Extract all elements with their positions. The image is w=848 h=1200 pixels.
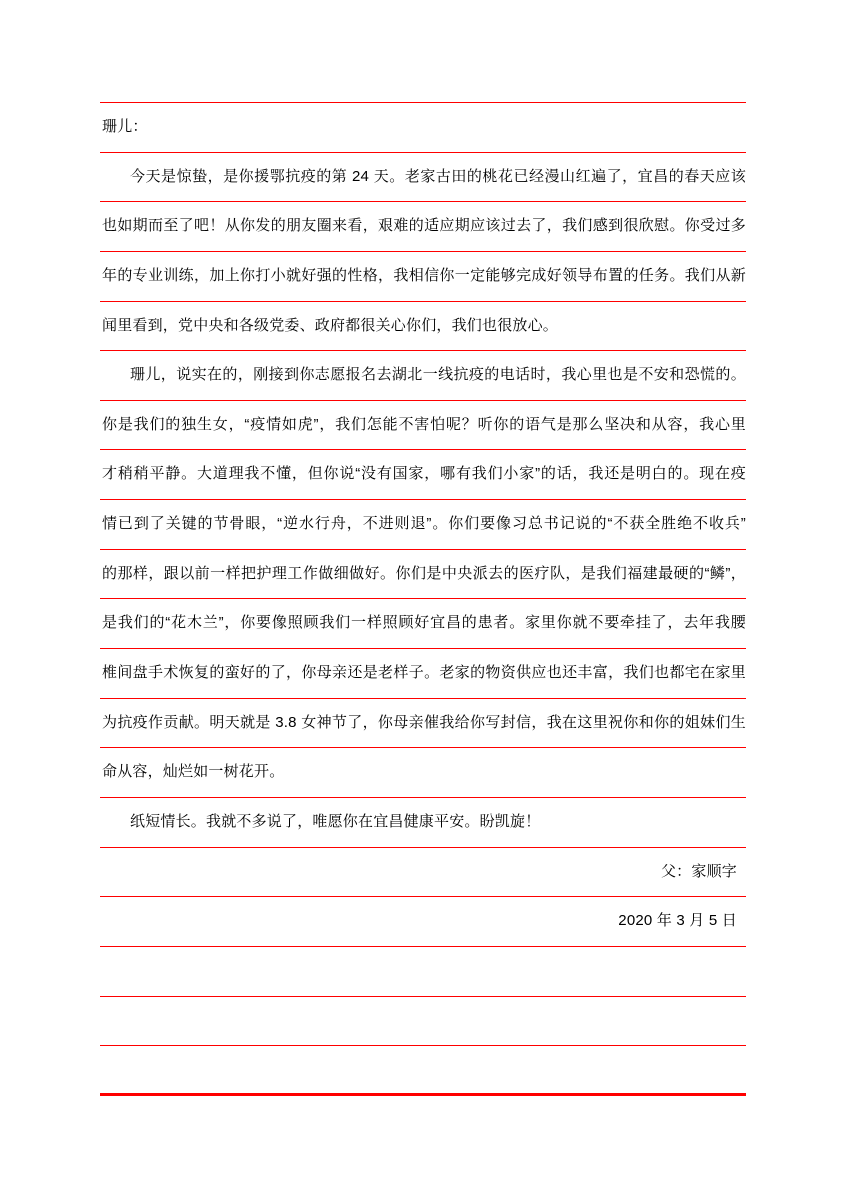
letter-row-empty <box>100 997 746 1047</box>
letter-row: 纸短情长。我就不多说了，唯愿你在宜昌健康平安。盼凯旋！ <box>100 798 746 848</box>
letter-row: 才稍稍平静。大道理我不懂，但你说“没有国家，哪有我们小家”的话，我还是明白的。现在疫 <box>100 450 746 500</box>
letter-row: 父：家顺字 <box>100 848 746 898</box>
letter-row-empty <box>100 947 746 997</box>
letter-row: 是我们的“花木兰”，你要像照顾我们一样照顾好宜昌的患者。家里你就不要牵挂了，去年我腰 <box>100 599 746 649</box>
letter-row: 命从容，灿烂如一树花开。 <box>100 748 746 798</box>
letter-row: 闻里看到，党中央和各级党委、政府都很关心你们，我们也很放心。 <box>100 302 746 352</box>
letter-row: 珊儿，说实在的，刚接到你志愿报名去湖北一线抗疫的电话时，我心里也是不安和恐慌的。 <box>100 351 746 401</box>
letter-row: 为抗疫作贡献。明天就是 3.8 女神节了，你母亲催我给你写封信，我在这里祝你和你的姐妹们生 <box>100 699 746 749</box>
letter-body <box>100 102 746 1096</box>
letter-row: 2020 年 3 月 5 日 <box>100 897 746 947</box>
letter-row: 你是我们的独生女，“疫情如虎”，我们怎能不害怕呢？听你的语气是那么坚决和从容，我心里 <box>100 401 746 451</box>
letter-row-empty <box>100 1046 746 1096</box>
letter-row: 椎间盘手术恢复的蛮好的了，你母亲还是老样子。老家的物资供应也还丰富，我们也都宅在家里 <box>100 649 746 699</box>
letter-row: 今天是惊蛰，是你援鄂抗疫的第 24 天。老家古田的桃花已经漫山红遍了，宜昌的春天应该 <box>100 153 746 203</box>
letter-row: 珊儿： <box>100 103 746 153</box>
letter-row: 的那样，跟以前一样把护理工作做细做好。你们是中央派去的医疗队，是我们福建最硬的“鳞”， <box>100 550 746 600</box>
letter-row: 也如期而至了吧！从你发的朋友圈来看，艰难的适应期应该过去了，我们感到很欣慰。你受过多 <box>100 202 746 252</box>
letter-row: 年的专业训练，加上你打小就好强的性格，我相信你一定能够完成好领导布置的任务。我们从新 <box>100 252 746 302</box>
letter-row: 情已到了关键的节骨眼，“逆水行舟，不进则退”。你们要像习总书记说的“不获全胜绝不收兵” <box>100 500 746 550</box>
